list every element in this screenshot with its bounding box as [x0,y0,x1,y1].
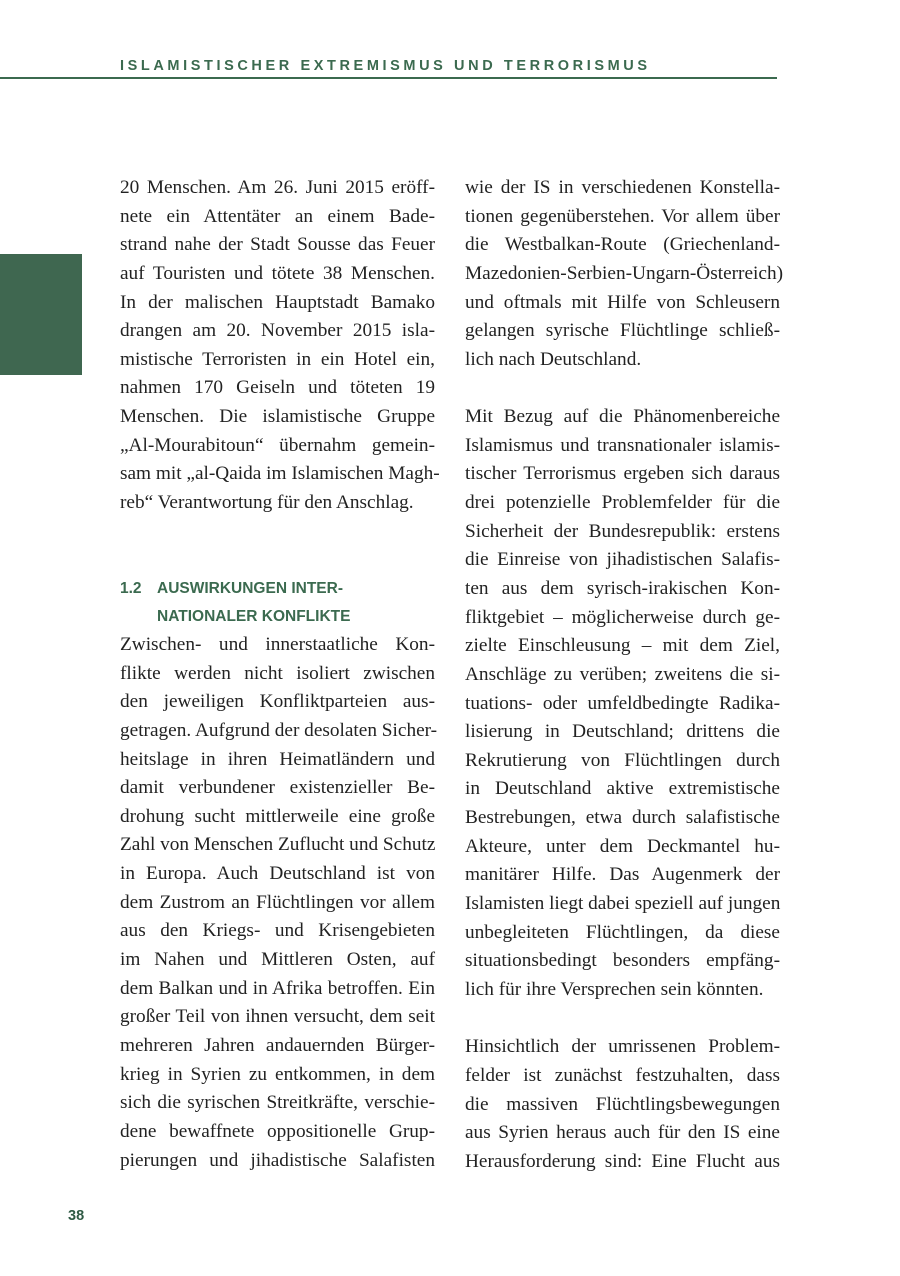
text-line: Bestrebungen, etwa durch salafistische [465,807,780,829]
text-line: sam mit „al-Qaida im Islamischen Magh- [120,463,440,485]
text-line: Mit Bezug auf die Phänomenbereiche [465,406,780,428]
text-line: Islamismus und transnationaler islamis- [465,434,780,456]
text-line: krieg in Syrien zu entkommen, in dem [120,1063,435,1085]
text-line: lich nach Deutschland. [465,348,642,370]
text-line: zielte Einschleusung – mit dem Ziel, [465,635,780,657]
text-line: drangen am 20. November 2015 isla- [120,320,435,342]
text-line: Akteure, unter dem Deckmantel hu- [465,835,780,857]
text-line: tionen gegenüberstehen. Vor allem über [465,205,780,227]
text-line: felder ist zunächst festzuhalten, dass [465,1064,780,1086]
text-line: nahmen 170 Geiseln und töteten 19 [120,377,435,399]
text-line: wie der IS in verschiedenen Konstella- [465,177,780,198]
paragraph [465,403,780,1004]
text-line: strand nahe der Stadt Sousse das Feuer [120,234,435,256]
text-line: drohung sucht mittlerweile eine große [120,805,435,827]
text-line: manitärer Hilfe. Das Augenmerk der [465,864,780,886]
text-line: situationsbedingt besonders empfäng- [465,950,780,972]
text-line: dene bewaffnete oppositionelle Grup- [120,1120,435,1142]
text-line: Rekrutierung von Flüchtlingen durch [465,749,780,771]
text-line: aus den Kriegs- und Krisengebieten [120,920,435,942]
paragraph [465,174,783,374]
text-line: und oftmals mit Hilfe von Schleusern [465,291,780,313]
text-line: Islamisten liegt dabei speziell auf jungen [465,893,781,915]
text-line: Herausforderung sind: Eine Flucht aus [465,1150,780,1172]
text-line: mehreren Jahren andauernden Bürger- [120,1034,435,1056]
text-line: getragen. Aufgrund der desolaten Sicher- [120,719,438,741]
section-title-line: AUSWIRKUNGEN INTER- [157,579,343,597]
header-rule [0,77,777,79]
text-line: Menschen. Die islamistische Gruppe [120,406,435,428]
paragraph [465,1033,780,1176]
text-line: die massiven Flüchtlingsbewegungen [465,1093,780,1115]
text-line: großer Teil von ihnen versucht, dem seit [120,1006,435,1028]
section-title-line: NATIONALER KONFLIKTE [157,607,351,625]
text-line: mistische Terroristen in ein Hotel ein, [120,348,435,370]
paragraph [120,631,438,1175]
text-line: lisierung in Deutschland; drittens die [465,721,780,743]
text-line: Zwischen- und innerstaatliche Kon- [120,633,435,655]
left-column [120,174,440,1175]
text-line: damit verbundener existenzieller Be- [120,777,435,799]
paragraph [120,174,440,518]
text-line: sich die syrischen Streitkräfte, verschie- [120,1092,435,1114]
text-line: aus Syrien heraus auch für den IS eine [465,1122,780,1144]
text-line: Mazedonien-Serbien-Ungarn-Österreich) [465,262,783,284]
text-line: tuations- oder umfeldbedingte Radika- [465,692,780,714]
text-line: Sicherheit der Bundesrepublik: erstens [465,520,780,542]
text-line: lich für ihre Versprechen sein könnten. [465,978,764,1000]
chapter-thumb-tab [0,254,82,375]
running-head-title: ISLAMISTISCHER EXTREMISMUS UND TERRORISMUS [120,58,651,74]
text-line: fliktgebiet – möglicherweise durch ge- [465,606,780,628]
text-line: ten aus dem syrisch-irakischen Kon- [465,577,780,599]
section-number: 1.2 [120,579,142,597]
text-line: dem Balkan und in Afrika betroffen. Ein [120,977,435,999]
text-line: heitslage in ihren Heimatländern und [120,748,435,770]
text-line: 20 Menschen. Am 26. Juni 2015 eröff- [120,177,435,198]
text-line: im Nahen und Mittleren Osten, auf [120,949,435,971]
text-line: Hinsichtlich der umrissenen Problem- [465,1036,780,1058]
text-line: unbegleiteten Flüchtlingen, da diese [465,921,780,943]
text-line: flikte werden nicht isoliert zwischen [120,662,435,684]
text-line: nete ein Attentäter an einem Bade- [120,205,435,227]
right-column [465,174,783,1176]
text-line: gelangen syrische Flüchtlinge schließ- [465,320,780,342]
text-line: reb“ Verantwortung für den Anschlag. [120,492,414,514]
text-line: in Europa. Auch Deutschland ist von [120,863,435,885]
text-line: pierungen und jihadistische Salafisten [120,1149,435,1171]
text-line: In der malischen Hauptstadt Bamako [120,291,435,313]
text-line: „Al-Mourabitoun“ übernahm gemein- [120,434,435,456]
text-line: auf Touristen und tötete 38 Menschen. [120,262,435,284]
text-line: drei potenzielle Problemfelder für die [465,492,780,514]
text-line: Anschläge zu verüben; zweitens die si- [465,663,780,685]
page-number: 38 [68,1208,85,1224]
text-line: Zahl von Menschen Zuflucht und Schutz [120,834,436,856]
text-line: in Deutschland aktive extremistische [465,778,780,800]
text-line: dem Zustrom an Flüchtlingen vor allem [120,891,435,913]
text-line: die Westbalkan-Route (Griechenland- [465,234,780,256]
text-line: den jeweiligen Konfliktparteien aus- [120,691,435,713]
section-heading [120,575,435,631]
text-line: tischer Terrorismus ergeben sich daraus [465,463,780,485]
text-line: die Einreise von jihadistischen Salafis- [465,549,780,571]
